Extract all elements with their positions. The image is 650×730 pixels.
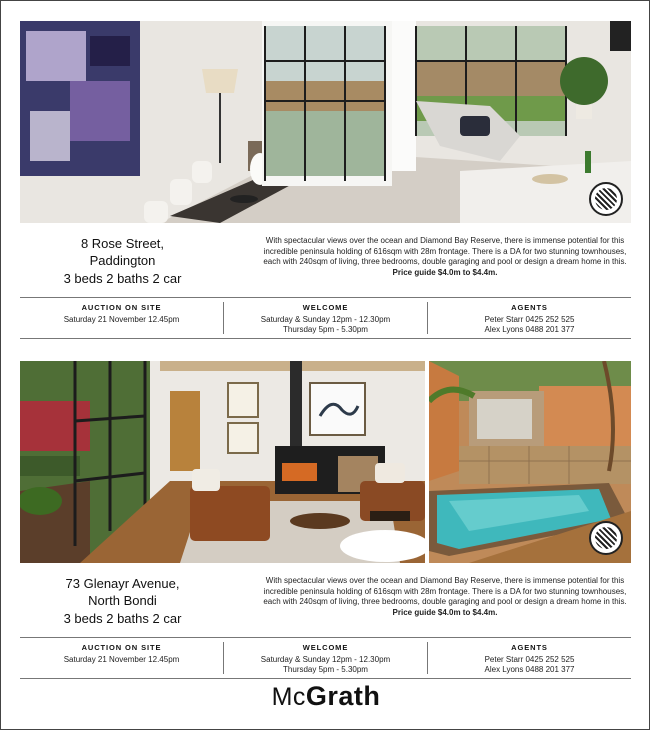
address-line-2: Paddington — [89, 253, 156, 268]
logo-prefix: Mc — [271, 683, 306, 711]
welcome-time-weekend: Saturday & Sunday 12pm - 12.30pm — [260, 314, 391, 324]
property-specs: 3 beds 2 baths 2 car — [63, 611, 182, 626]
agent-1: Peter Starr 0425 252 525 — [484, 654, 575, 664]
listing-schedule — [20, 637, 631, 679]
welcome-time-weekend: Saturday & Sunday 12pm - 12.30pm — [260, 654, 391, 664]
agent-1: Peter Starr 0425 252 525 — [484, 314, 575, 324]
agent-2: Alex Lyons 0488 201 377 — [484, 325, 575, 334]
address-line-1: 73 Glenayr Avenue, — [65, 576, 180, 591]
agents-column — [427, 642, 631, 674]
auction-time: Saturday 21 November 12.45pm — [63, 314, 180, 324]
auction-column — [20, 298, 223, 338]
description-text: With spectacular views over the ocean and Diamond Bay Reserve, there is immense potential for this incredible peninsula holding of 616sqm with 28m frontage. There is a DA for two stunning townhouses, each with 240sqm of living, three bedrooms, double garaging and pool or design a dream home in this. — [263, 236, 627, 266]
agents-column — [427, 302, 631, 334]
agents-heading: AGENTS — [511, 303, 548, 312]
description-text: With spectacular views over the ocean and Diamond Bay Reserve, there is immense potential for this incredible peninsula holding of 616sqm with 28m frontage. There is a DA for two stunning townhouses, each with 240sqm of living, three bedrooms, double garaging and pool or design a dream home in this. — [263, 576, 627, 606]
listing-glenayr-avenue — [20, 361, 631, 679]
price-guide: Price guide $4.0m to $4.4m. — [392, 267, 498, 277]
listing-info — [20, 563, 631, 637]
welcome-time-thursday: Thursday 5pm - 5.30pm — [283, 325, 368, 334]
welcome-column — [223, 302, 427, 334]
property-specs: 3 beds 2 baths 2 car — [63, 271, 182, 286]
welcome-heading: WELCOME — [302, 643, 349, 652]
auction-column — [20, 638, 223, 678]
logo-name: Grath — [305, 681, 381, 711]
listing-description — [260, 576, 630, 618]
agent-2: Alex Lyons 0488 201 377 — [484, 665, 575, 674]
listing-address — [20, 575, 225, 627]
mcgrath-logo — [1, 681, 650, 712]
listing-rose-street — [20, 21, 631, 339]
welcome-heading: WELCOME — [302, 303, 349, 312]
price-guide: Price guide $4.0m to $4.4m. — [392, 607, 498, 617]
listing-address — [20, 235, 225, 287]
listing-info — [20, 223, 631, 297]
listing-description — [260, 236, 630, 278]
watermark-seal — [589, 182, 623, 216]
auction-heading: AUCTION ON SITE — [81, 303, 162, 312]
lounge-photo — [20, 361, 425, 563]
watermark-seal — [589, 521, 623, 555]
address-line-2: North Bondi — [88, 593, 157, 608]
welcome-column — [223, 642, 427, 674]
auction-time: Saturday 21 November 12.45pm — [63, 654, 180, 664]
living-dining-photo — [20, 21, 631, 223]
auction-heading: AUCTION ON SITE — [81, 643, 162, 652]
listing-photos — [20, 21, 631, 223]
welcome-time-thursday: Thursday 5pm - 5.30pm — [283, 665, 368, 674]
address-line-1: 8 Rose Street, — [80, 236, 165, 251]
listing-photos — [20, 361, 631, 563]
listing-schedule — [20, 297, 631, 339]
agents-heading: AGENTS — [511, 643, 548, 652]
